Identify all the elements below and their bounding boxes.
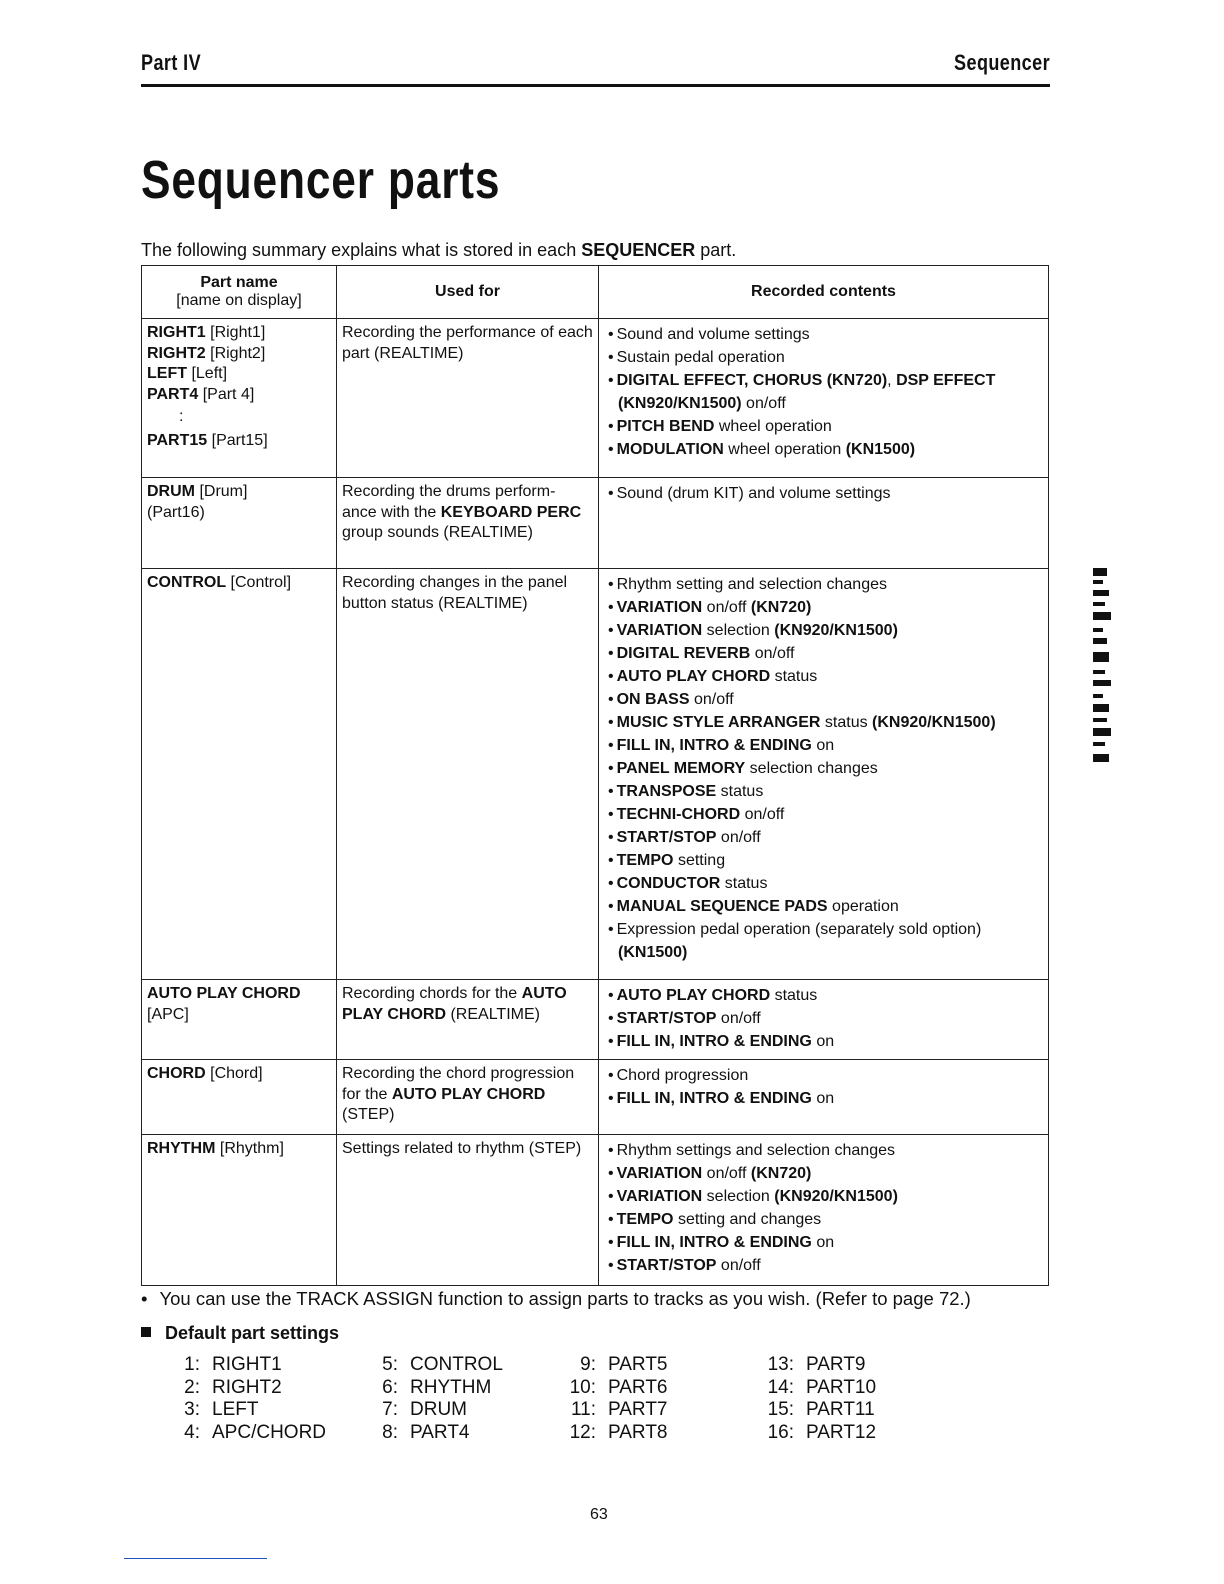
recorded-contents-cell [599, 1060, 1049, 1135]
table-row [142, 319, 1049, 478]
list-item: • VARIATION on/off (KN720) [604, 1162, 1043, 1185]
list-item: • Sustain pedal operation [604, 346, 1043, 369]
default-settings-heading: Default part settings [141, 1323, 339, 1344]
default-part-entry: 3: LEFT [184, 1399, 259, 1420]
table-row [142, 1060, 1049, 1135]
used-for-cell: Recording the performance of each part (REALTIME) [337, 319, 599, 478]
col-header-part-name: Part name [name on display] [142, 266, 337, 319]
list-item: • TECHNI-CHORD on/off [604, 803, 1043, 826]
list-item: • TEMPO setting [604, 849, 1043, 872]
list-item: • ON BASS on/off [604, 688, 1043, 711]
default-part-entry: 5: CONTROL [382, 1354, 503, 1375]
default-column [764, 1354, 964, 1444]
default-part-entry: 14: PART10 [767, 1376, 877, 1398]
list-item: • DIGITAL REVERB on/off [604, 642, 1043, 665]
list-item: • Sound and volume settings [604, 323, 1043, 346]
list-item: • Rhythm settings and selection changes [604, 1139, 1043, 1162]
list-item: • VARIATION selection (KN920/KN1500) [604, 1185, 1043, 1208]
footer-rule [124, 1558, 267, 1559]
intro-text: The following summary explains what is stored in each SEQUENCER part. [141, 240, 737, 260]
used-for-cell: Recording chords for the AUTO PLAY CHORD (REALTIME) [337, 980, 599, 1060]
default-part-entry: 2: RIGHT2 [184, 1376, 282, 1398]
table-row [142, 980, 1049, 1060]
part-name-cell: CHORD [Chord] [142, 1060, 337, 1135]
list-item: • FILL IN, INTRO & ENDING on [604, 734, 1043, 757]
list-item: • Sound (drum KIT) and volume settings [604, 482, 1043, 505]
used-for-cell: Recording changes in the panel button status (REALTIME) [337, 569, 599, 980]
list-item: • PANEL MEMORY selection changes [604, 757, 1043, 780]
part-name-cell: RHYTHM [Rhythm] [142, 1135, 337, 1286]
default-part-entry: 4: APC/CHORD [184, 1421, 327, 1443]
section-label: Part IV [141, 50, 202, 75]
list-item: • MANUAL SEQUENCE PADS operation [604, 895, 1043, 918]
used-for-cell: Recording the drums perform- ance with the KEYBOARD PERC group sounds (REALTIME) [337, 478, 599, 569]
part-name-cell: AUTO PLAY CHORD [APC] [142, 980, 337, 1060]
thumb-index-marks [1093, 566, 1123, 771]
default-column [170, 1354, 370, 1444]
col-header-used-for: Used for [337, 266, 599, 319]
default-part-entry: 12: PART8 [569, 1421, 668, 1443]
list-item: • FILL IN, INTRO & ENDING on [604, 1231, 1043, 1254]
default-part-entry: 13: PART9 [767, 1354, 866, 1375]
page-number: 63 [590, 1506, 608, 1523]
list-item: • Expression pedal operation (separately sold option) (KN1500) [604, 918, 1043, 964]
recorded-contents-cell [599, 980, 1049, 1060]
page-title: Sequencer parts [141, 150, 501, 210]
recorded-contents-cell [599, 478, 1049, 569]
header-rule [141, 84, 1050, 87]
list-item: • AUTO PLAY CHORD status [604, 984, 1043, 1007]
list-item: • VARIATION selection (KN920/KN1500) [604, 619, 1043, 642]
used-for-cell: Settings related to rhythm (STEP) [337, 1135, 599, 1286]
list-item: • TEMPO setting and changes [604, 1208, 1043, 1231]
list-item: • START/STOP on/off [604, 1007, 1043, 1030]
track-assign-note: • You can use the TRACK ASSIGN function to assign parts to tracks as you wish. (Refer to page 72.) [141, 1288, 971, 1309]
square-bullet-icon [141, 1327, 151, 1337]
list-item: • MODULATION wheel operation (KN1500) [604, 438, 1043, 461]
used-for-cell: Recording the chord progression for the AUTO PLAY CHORD (STEP) [337, 1060, 599, 1135]
default-part-entry: 7: DRUM [382, 1399, 467, 1420]
list-item: • VARIATION on/off (KN720) [604, 596, 1043, 619]
default-part-entry: 1: RIGHT1 [184, 1354, 282, 1375]
part-name-cell: CONTROL [Control] [142, 569, 337, 980]
recorded-contents-cell [599, 319, 1049, 478]
part-name-cell: RIGHT1 [Right1] RIGHT2 [Right2] LEFT [Left] PART4 [Part 4] : PART15 [Part15] [142, 319, 337, 478]
list-item: • START/STOP on/off [604, 1254, 1043, 1277]
table-row [142, 478, 1049, 569]
recorded-contents-cell [599, 569, 1049, 980]
default-part-entry: 10: PART6 [569, 1376, 668, 1398]
list-item: • FILL IN, INTRO & ENDING on [604, 1087, 1043, 1110]
list-item: • FILL IN, INTRO & ENDING on [604, 1030, 1043, 1053]
default-part-entry: 16: PART12 [767, 1421, 877, 1443]
default-part-entry: 9: PART5 [580, 1354, 668, 1375]
list-item: • PITCH BEND wheel operation [604, 415, 1043, 438]
list-item: • START/STOP on/off [604, 826, 1043, 849]
list-item: • Chord progression [604, 1064, 1043, 1087]
chapter-label: Sequencer [954, 50, 1050, 75]
default-part-entry: 8: PART4 [382, 1421, 470, 1443]
default-column [566, 1354, 766, 1444]
list-item: • DIGITAL EFFECT, CHORUS (KN720), DSP EFFECT (KN920/KN1500) on/off [604, 369, 1043, 415]
part-name-cell: DRUM [Drum] (Part16) [142, 478, 337, 569]
list-item: • CONDUCTOR status [604, 872, 1043, 895]
default-column [368, 1354, 568, 1444]
recorded-contents-cell [599, 1135, 1049, 1286]
list-item: • TRANSPOSE status [604, 780, 1043, 803]
list-item: • Rhythm setting and selection changes [604, 573, 1043, 596]
sequencer-parts-table [141, 265, 1049, 1286]
default-part-entry: 11: PART7 [570, 1399, 668, 1420]
default-part-entry: 6: RHYTHM [382, 1376, 492, 1398]
table-row [142, 1135, 1049, 1286]
table-row [142, 569, 1049, 980]
default-part-entry: 15: PART11 [767, 1399, 875, 1420]
list-item: • AUTO PLAY CHORD status [604, 665, 1043, 688]
list-item: • MUSIC STYLE ARRANGER status (KN920/KN1500) [604, 711, 1043, 734]
col-header-recorded: Recorded contents [599, 266, 1049, 319]
